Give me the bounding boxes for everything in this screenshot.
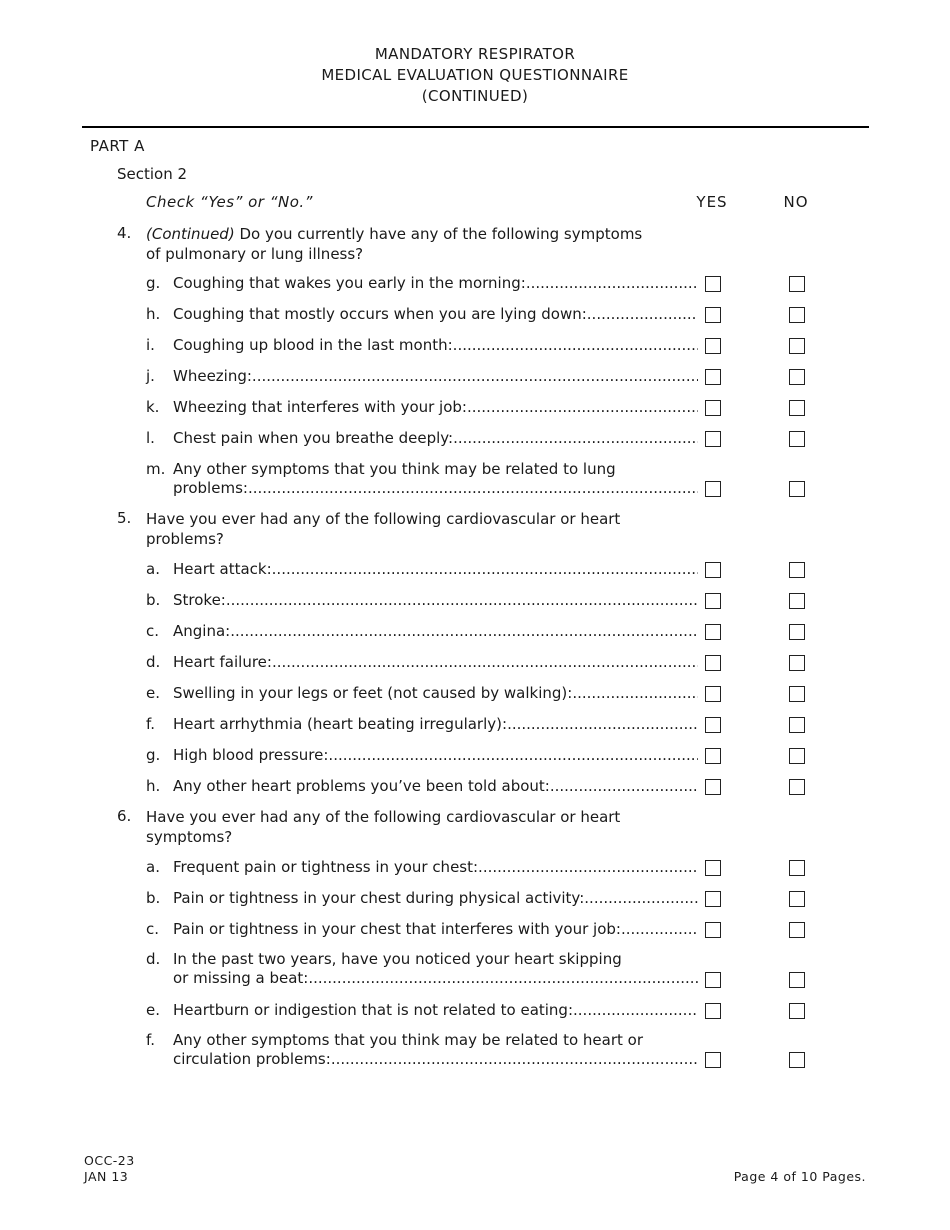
no-checkbox[interactable] [789, 400, 805, 416]
item-text: Heartburn or indigestion that is not related to eating: [173, 1001, 574, 1019]
item-letter: k. [146, 398, 160, 416]
no-checkbox[interactable] [789, 655, 805, 671]
document-header [0, 44, 950, 107]
dot-leader [478, 858, 698, 877]
dot-leader [328, 746, 698, 765]
list-item [173, 684, 698, 703]
dot-leader [272, 560, 698, 579]
header-title-line2: MEDICAL EVALUATION QUESTIONNAIRE [321, 66, 629, 84]
question-text-line1: Do you currently have any of the following symptoms [234, 225, 643, 243]
item-letter: a. [146, 858, 160, 876]
no-checkbox[interactable] [789, 338, 805, 354]
list-item [173, 336, 698, 355]
yes-checkbox[interactable] [705, 860, 721, 876]
question-number: 5. [117, 509, 132, 527]
dot-leader [226, 591, 698, 610]
dot-leader [467, 398, 698, 417]
yes-checkbox[interactable] [705, 624, 721, 640]
no-checkbox[interactable] [789, 276, 805, 292]
list-item [173, 715, 698, 734]
item-text: Wheezing: [173, 367, 252, 385]
item-text: Pain or tightness in your chest that interferes with your job: [173, 920, 621, 938]
dot-leader [308, 969, 698, 988]
list-item [173, 622, 698, 641]
no-checkbox[interactable] [789, 1003, 805, 1019]
list-item [173, 777, 698, 796]
question-text-line2: of pulmonary or lung illness? [146, 245, 364, 263]
item-letter: j. [146, 367, 155, 385]
list-item [173, 746, 698, 765]
list-item [173, 367, 698, 386]
header-title-line1: MANDATORY RESPIRATOR [374, 45, 576, 63]
yes-checkbox[interactable] [705, 481, 721, 497]
list-item [173, 460, 698, 498]
no-checkbox[interactable] [789, 717, 805, 733]
form-date: JAN 13 [84, 1169, 129, 1184]
item-letter: c. [146, 920, 160, 938]
list-item [173, 398, 698, 417]
item-text: or missing a beat: [173, 969, 309, 987]
dot-leader [453, 429, 698, 448]
dot-leader [584, 889, 698, 908]
yes-checkbox[interactable] [705, 593, 721, 609]
yes-checkbox[interactable] [705, 922, 721, 938]
list-item [173, 889, 698, 908]
question-text-line2: symptoms? [146, 828, 233, 846]
yes-checkbox[interactable] [705, 972, 721, 988]
question-number: 4. [117, 224, 132, 242]
yes-checkbox[interactable] [705, 779, 721, 795]
item-text: Chest pain when you breathe deeply: [173, 429, 454, 447]
item-letter: b. [146, 591, 161, 609]
item-text: Frequent pain or tightness in your chest: [173, 858, 479, 876]
no-checkbox[interactable] [789, 431, 805, 447]
item-letter: l. [146, 429, 155, 447]
yes-column-header: YES [696, 193, 728, 211]
item-text: Angina: [173, 622, 231, 640]
item-text: Stroke: [173, 591, 226, 609]
item-letter: g. [146, 274, 161, 292]
dot-leader [572, 684, 698, 703]
section-label: Section 2 [117, 165, 188, 183]
dot-leader [621, 920, 698, 939]
item-text: Wheezing that interferes with your job: [173, 398, 467, 416]
question-text [146, 807, 666, 847]
dot-leader [526, 274, 698, 293]
list-item [173, 858, 698, 877]
instruction-text: Check “Yes” or “No.” [146, 193, 313, 211]
dot-leader [331, 1050, 698, 1069]
no-checkbox[interactable] [789, 686, 805, 702]
no-checkbox[interactable] [789, 593, 805, 609]
question-prefix: (Continued) [146, 225, 235, 243]
no-checkbox[interactable] [789, 481, 805, 497]
question-text-line1: Have you ever had any of the following cardiovascular or heart [146, 808, 621, 826]
no-checkbox[interactable] [789, 748, 805, 764]
list-item [173, 591, 698, 610]
item-text: circulation problems: [173, 1050, 331, 1068]
dot-leader [248, 479, 698, 498]
yes-checkbox[interactable] [705, 891, 721, 907]
yes-checkbox[interactable] [705, 400, 721, 416]
item-letter: h. [146, 777, 161, 795]
list-item [173, 920, 698, 939]
header-divider [82, 126, 869, 128]
no-checkbox[interactable] [789, 369, 805, 385]
dot-leader [252, 367, 698, 386]
no-checkbox[interactable] [789, 860, 805, 876]
item-letter: m. [146, 460, 166, 478]
item-text: Swelling in your legs or feet (not caused by walking): [173, 684, 573, 702]
item-text: problems: [173, 479, 248, 497]
item-text: Heart failure: [173, 653, 272, 671]
item-text: High blood pressure: [173, 746, 329, 764]
item-letter: g. [146, 746, 161, 764]
item-letter: f. [146, 1031, 155, 1049]
list-item [173, 1001, 698, 1020]
list-item [173, 305, 698, 324]
item-text: Coughing that wakes you early in the morning: [173, 274, 526, 292]
no-column-header: NO [783, 193, 809, 211]
item-text: Coughing up blood in the last month: [173, 336, 453, 354]
yes-checkbox[interactable] [705, 655, 721, 671]
dot-leader [230, 622, 698, 641]
yes-checkbox[interactable] [705, 369, 721, 385]
question-number: 6. [117, 807, 132, 825]
no-checkbox[interactable] [789, 891, 805, 907]
part-label: PART A [90, 137, 145, 155]
list-item [173, 653, 698, 672]
question-text-line2: problems? [146, 530, 224, 548]
item-letter: d. [146, 653, 161, 671]
yes-checkbox[interactable] [705, 1003, 721, 1019]
yes-checkbox[interactable] [705, 431, 721, 447]
yes-checkbox[interactable] [705, 717, 721, 733]
dot-leader [587, 305, 698, 324]
yes-checkbox[interactable] [705, 338, 721, 354]
item-letter: i. [146, 336, 155, 354]
item-text: Any other heart problems you’ve been told about: [173, 777, 550, 795]
header-title-line3: (CONTINUED) [421, 87, 529, 105]
dot-leader [507, 715, 698, 734]
yes-checkbox[interactable] [705, 1052, 721, 1068]
list-item [173, 274, 698, 293]
yes-checkbox[interactable] [705, 686, 721, 702]
no-checkbox[interactable] [789, 922, 805, 938]
dot-leader [272, 653, 698, 672]
page-number: Page 4 of 10 Pages. [733, 1169, 866, 1184]
dot-leader [573, 1001, 698, 1020]
item-letter: e. [146, 684, 160, 702]
no-checkbox[interactable] [789, 307, 805, 323]
item-letter: b. [146, 889, 161, 907]
list-item [173, 1031, 698, 1069]
no-checkbox[interactable] [789, 624, 805, 640]
list-item [173, 560, 698, 579]
no-checkbox[interactable] [789, 779, 805, 795]
item-text: Heart arrhythmia (heart beating irregularly): [173, 715, 508, 733]
form-id: OCC-23 [84, 1153, 135, 1168]
item-text-line1: Any other symptoms that you think may be related to heart or [173, 1031, 644, 1049]
yes-checkbox[interactable] [705, 748, 721, 764]
yes-checkbox[interactable] [705, 562, 721, 578]
item-letter: e. [146, 1001, 160, 1019]
item-letter: h. [146, 305, 161, 323]
item-letter: f. [146, 715, 155, 733]
item-letter: c. [146, 622, 160, 640]
yes-checkbox[interactable] [705, 307, 721, 323]
item-text: Coughing that mostly occurs when you are lying down: [173, 305, 587, 323]
yes-checkbox[interactable] [705, 276, 721, 292]
list-item [173, 950, 698, 988]
item-text-line1: Any other symptoms that you think may be related to lung [173, 460, 616, 478]
no-checkbox[interactable] [789, 972, 805, 988]
no-checkbox[interactable] [789, 1052, 805, 1068]
question-text [146, 509, 666, 549]
item-text-line1: In the past two years, have you noticed your heart skipping [173, 950, 622, 968]
item-letter: d. [146, 950, 161, 968]
no-checkbox[interactable] [789, 562, 805, 578]
item-text: Heart attack: [173, 560, 272, 578]
dot-leader [550, 777, 698, 796]
list-item [173, 429, 698, 448]
item-text: Pain or tightness in your chest during physical activity: [173, 889, 585, 907]
question-text [146, 224, 666, 264]
question-text-line1: Have you ever had any of the following cardiovascular or heart [146, 510, 621, 528]
dot-leader [453, 336, 698, 355]
item-letter: a. [146, 560, 160, 578]
